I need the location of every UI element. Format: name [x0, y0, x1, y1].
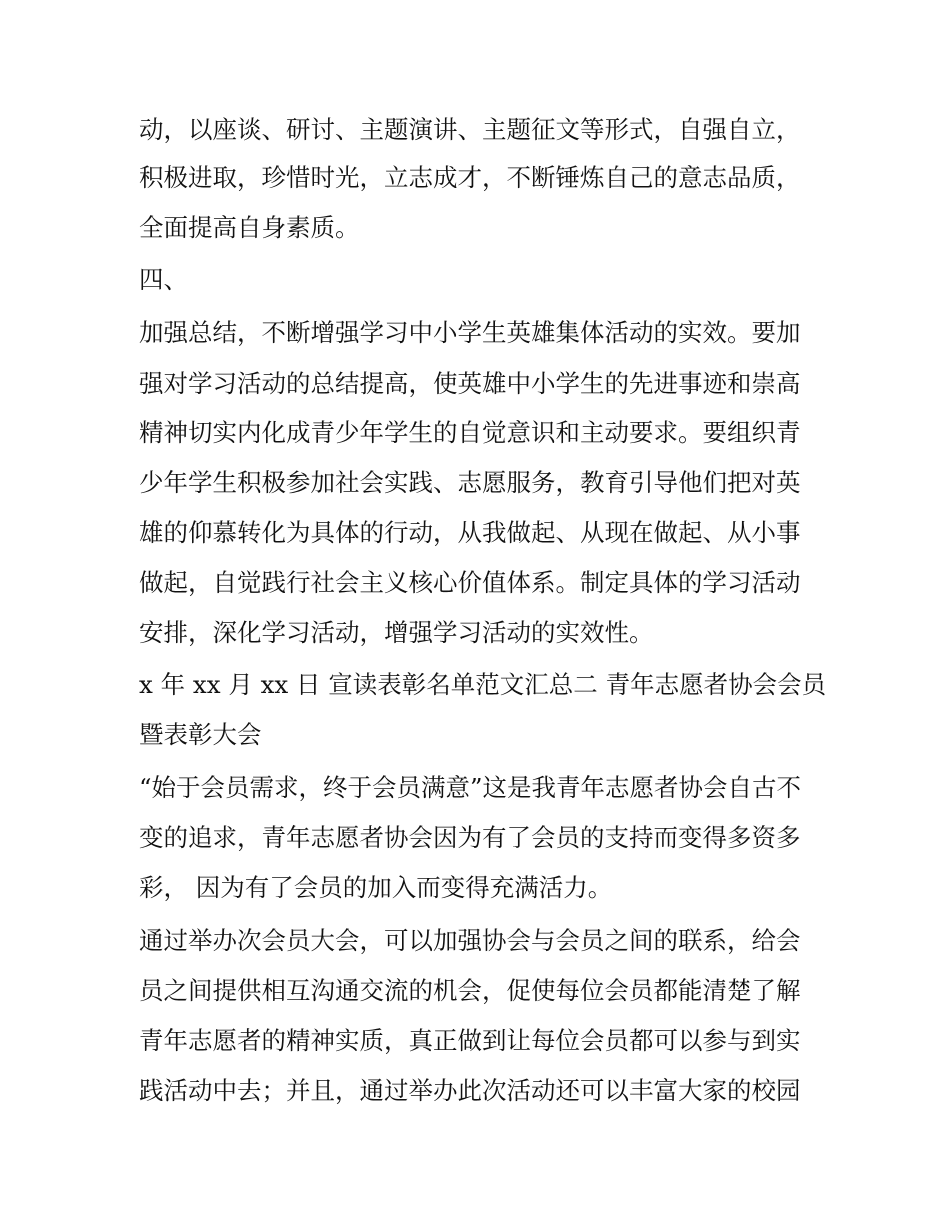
text-line: 精神切实内化成青少年学生的自觉意识和主动要求。要组织青	[139, 418, 801, 447]
text-line: 全面提高自身素质。	[139, 213, 360, 242]
text-line: 践活动中去；并且，通过举办此次活动还可以丰富大家的校园	[139, 1076, 801, 1105]
text-line: 彩， 因为有了会员的加入而变得充满活力。	[139, 873, 613, 902]
text-line: 员之间提供相互沟通交流的机会，促使每位会员都能清楚了解	[139, 976, 801, 1005]
text-line: 动，以座谈、研讨、主题演讲、主题征文等形式，自强自立，	[139, 115, 801, 144]
text-line: 青年志愿者的精神实质，真正做到让每位会员都可以参与到实	[139, 1026, 801, 1055]
text-line: 少年学生积极参加社会实践、志愿服务，教育引导他们把对英	[139, 468, 801, 497]
text-line: 积极进取，珍惜时光，立志成才，不断锤炼自己的意志品质，	[139, 163, 801, 192]
text-line: 加强总结，不断增强学习中小学生英雄集体活动的实效。要加	[139, 318, 801, 347]
title-line: x 年 xx 月 xx 日 宣读表彰名单范文汇总二 青年志愿者协会会员	[139, 670, 827, 699]
text-line: 安排，深化学习活动，增强学习活动的实效性。	[139, 618, 654, 647]
section-heading: 四、	[139, 265, 188, 294]
text-line: 强对学习活动的总结提高，使英雄中小学生的先进事迹和崇高	[139, 369, 801, 398]
text-line: 做起，自觉践行社会主义核心价值体系。制定具体的学习活动	[139, 568, 801, 597]
text-line: 变的追求，青年志愿者协会因为有了会员的支持而变得多资多	[139, 823, 801, 852]
text-line: 通过举办次会员大会，可以加强协会与会员之间的联系，给会	[139, 926, 801, 955]
text-line: 雄的仰慕转化为具体的行动，从我做起、从现在做起、从小事	[139, 518, 801, 547]
title-line: 暨表彰大会	[139, 720, 262, 749]
text-line: “始于会员需求，终于会员满意”这是我青年志愿者协会自古不	[139, 773, 802, 802]
